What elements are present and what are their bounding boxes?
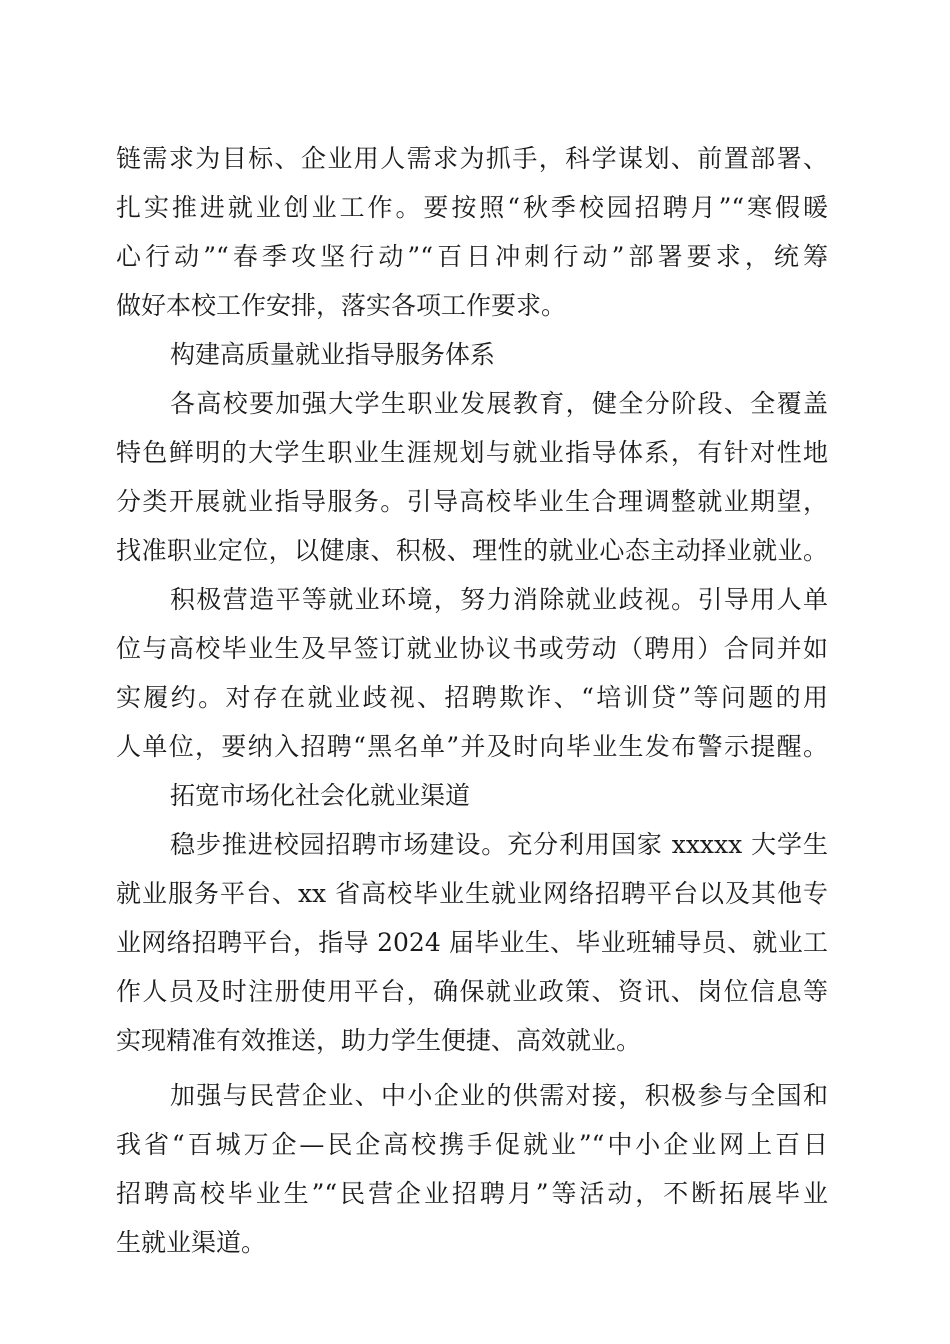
- text-line: 实现精准有效推送，助力学生便捷、高效就业。: [116, 1026, 642, 1055]
- text-line: 找准职业定位，以健康、积极、理性的就业心态主动择业就业。: [116, 536, 828, 565]
- text-line: 我省“百城万企—民企高校携手促就业”“中小企业网上百日: [116, 1130, 828, 1159]
- section-heading: 拓宽市场化社会化就业渠道: [170, 781, 471, 810]
- text-line: 稳步推进校园招聘市场建设。充分利用国家 xxxxx 大学生: [170, 830, 828, 859]
- text-line: 就业服务平台、xx 省高校毕业生就业网络招聘平台以及其他专: [116, 879, 828, 908]
- text-line: 人单位，要纳入招聘“黑名单”并及时向毕业生发布警示提醒。: [116, 732, 828, 761]
- text-line: 生就业渠道。: [116, 1228, 267, 1257]
- paragraph: [116, 379, 828, 575]
- text-line: 积极营造平等就业环境，努力消除就业歧视。引导用人单: [170, 585, 828, 614]
- text-line: 链需求为目标、企业用人需求为抓手，科学谋划、前置部署、: [116, 144, 828, 173]
- paragraph: [116, 1071, 828, 1267]
- text-line: 作人员及时注册使用平台，确保就业政策、资讯、岗位信息等: [116, 977, 828, 1006]
- paragraph: [116, 820, 828, 1065]
- text-line: 分类开展就业指导服务。引导高校毕业生合理调整就业期望，: [116, 487, 828, 516]
- text-line: 特色鲜明的大学生职业生涯规划与就业指导体系，有针对性地: [116, 438, 828, 467]
- text-line: 招聘高校毕业生”“民营企业招聘月”等活动，不断拓展毕业: [116, 1179, 828, 1208]
- text-line: 各高校要加强大学生职业发展教育，健全分阶段、全覆盖: [170, 389, 828, 418]
- text-line: 位与高校毕业生及早签订就业协议书或劳动（聘用）合同并如: [116, 634, 828, 663]
- text-line: 业网络招聘平台，指导 2024 届毕业生、毕业班辅导员、就业工: [116, 928, 828, 957]
- document-body: [116, 134, 828, 1267]
- text-line: 心行动”“春季攻坚行动”“百日冲刺行动”部署要求，统筹: [116, 242, 828, 271]
- paragraph: [116, 575, 828, 771]
- paragraph: [116, 134, 828, 330]
- text-line: 做好本校工作安排，落实各项工作要求。: [116, 291, 567, 320]
- text-line: 扎实推进就业创业工作。要按照“秋季校园招聘月”“寒假暖: [116, 193, 828, 222]
- section-heading: 构建高质量就业指导服务体系: [170, 340, 496, 369]
- text-line: 实履约。对存在就业歧视、招聘欺诈、“培训贷”等问题的用: [116, 683, 828, 712]
- text-line: 加强与民营企业、中小企业的供需对接，积极参与全国和: [170, 1081, 828, 1110]
